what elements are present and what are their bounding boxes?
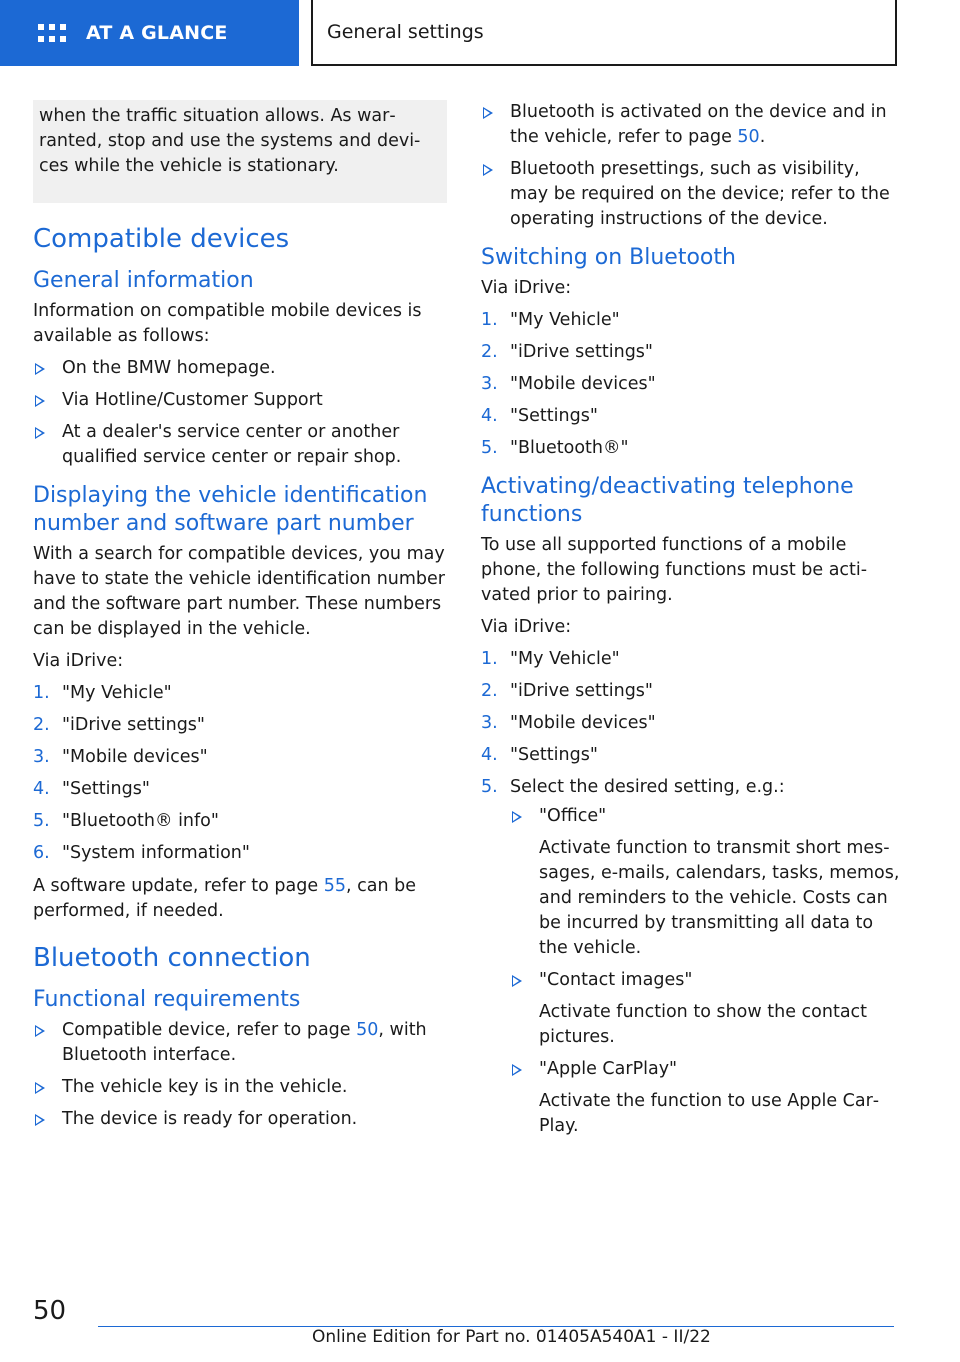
list-item-text: On the BMW homepage. [62,358,276,378]
triangle-bullet-icon [483,107,493,119]
step-item [481,679,901,704]
step-item [481,647,901,672]
triangle-bullet-icon [35,427,45,439]
general-intro: Information on compatible mobile devices is available as follows: [33,301,422,346]
step-item [33,745,447,770]
list-item [33,1075,447,1100]
right-column [481,100,901,1147]
heading-functional-requirements: Functional requirements [33,987,301,1012]
setting-options-list [510,804,901,1139]
switch-steps [481,308,901,461]
chapter-title: General settings [327,21,484,43]
list-item-text: Bluetooth presettings, such as visibility, may be required on the device; refer to the operating instructions of the device. [510,159,890,229]
list-item [33,1018,447,1068]
heading-general-information: General information [33,268,254,293]
list-item [481,100,901,150]
step-item [481,743,901,768]
note-text: when the traffic situation allows. As war‐ranted, stop and use the systems and devi‐ces while the vehicle is stationary. [39,106,421,176]
step-item [481,308,901,333]
list-item-text: Bluetooth is activated on the device and in the vehicle, refer to page [510,102,887,147]
list-item [481,157,901,232]
step-number: 4. [481,406,498,426]
step-item [481,775,901,1139]
functional-bullet-list [33,1018,447,1132]
page-link-50[interactable]: 50 [356,1020,379,1040]
section-tab-label: AT A GLANCE [86,22,228,44]
step-text: "Mobile devices" [510,713,656,733]
grid-menu-icon [38,21,66,45]
triangle-bullet-icon [483,164,493,176]
note-box [33,100,447,203]
step-item [481,711,901,736]
step-text: "My Vehicle" [510,649,620,669]
step-number: 2. [33,715,50,735]
list-item-text: At a dealer's service center or another qualified service center or repair shop. [62,422,402,467]
setting-option-desc: Activate the function to use Apple Car‐Play. [539,1091,880,1136]
step-item [33,809,447,834]
via-idrive-label: Via iDrive: [481,278,572,298]
step-number: 5. [33,811,50,831]
list-item-text: Compatible device, refer to page [62,1020,357,1040]
list-item-text: Via Hotline/Customer Support [62,390,323,410]
step-text: "iDrive settings" [510,342,653,362]
bluetooth-requirements-list [481,100,901,232]
heading-display-vin: Displaying the vehicle identification number and software part number [33,483,428,536]
heading-activating-telephone-functions: Activating/deactivating telephone functions [481,474,854,527]
footer-edition: Online Edition for Part no. 01405A540A1 - II/22 [312,1327,711,1347]
via-idrive-label: Via iDrive: [481,617,572,637]
setting-option [510,804,901,961]
triangle-bullet-icon [512,1064,522,1076]
triangle-bullet-icon [35,363,45,375]
step-item [33,681,447,706]
via-idrive-label: Via iDrive: [33,651,124,671]
general-bullet-list [33,356,447,470]
step-number: 3. [481,713,498,733]
setting-option-title: "Office" [539,806,607,826]
display-intro: With a search for compatible devices, you may have to state the vehicle identification number and the software part number. These numbers can be displayed in the vehicle. [33,544,446,639]
step-text: "Mobile devices" [510,374,656,394]
page-link-55[interactable]: 55 [323,876,346,896]
step-number: 5. [481,777,498,797]
update-text-pre: A software update, refer to page [33,876,324,896]
page-number: 50 [33,1296,67,1326]
step-item [33,841,447,866]
step-number: 2. [481,342,498,362]
step-text: "iDrive settings" [62,715,205,735]
step-item [481,436,901,461]
step-item [481,340,901,365]
setting-option-desc: Activate function to transmit short mes‐sages, e-mails, calendars, tasks, memos, and reminders to the vehicle. Costs can be incurred by transmitting all data to the vehicle. [539,838,900,958]
step-number: 1. [481,649,498,669]
activating-intro: To use all supported functions of a mobile phone, the following functions must be acti‐vated prior to pairing. [481,535,868,605]
step-number: 3. [481,374,498,394]
software-update-text [33,874,447,924]
step-item [481,404,901,429]
setting-option [510,1057,901,1139]
section-tab[interactable] [0,0,299,66]
setting-option-title: "Apple CarPlay" [539,1059,678,1079]
step-number: 2. [481,681,498,701]
page-link-50[interactable]: 50 [737,127,760,147]
heading-compatible-devices: Compatible devices [33,224,290,254]
list-item [33,388,447,413]
step-text: "Bluetooth®" [510,438,629,458]
triangle-bullet-icon [512,975,522,987]
setting-option-title: "Contact images" [539,970,693,990]
list-item-text: , with Bluetooth interface. [62,1020,427,1065]
activating-steps [481,647,901,1139]
setting-option [510,968,901,1050]
step-text: "My Vehicle" [510,310,620,330]
step-number: 4. [481,745,498,765]
step-item [481,372,901,397]
triangle-bullet-icon [512,811,522,823]
step-text: "Settings" [510,406,598,426]
step-number: 5. [481,438,498,458]
step-text: Select the desired setting, e.g.: [510,777,785,797]
list-item-text: The vehicle key is in the vehicle. [62,1077,348,1097]
list-item-text: The device is ready for operation. [62,1109,358,1129]
step-number: 3. [33,747,50,767]
step-number: 4. [33,779,50,799]
list-item [33,1107,447,1132]
heading-switching-on-bluetooth: Switching on Bluetooth [481,245,736,270]
step-text: "Mobile devices" [62,747,208,767]
step-text: "Bluetooth® info" [62,811,219,831]
triangle-bullet-icon [35,1082,45,1094]
step-text: "iDrive settings" [510,681,653,701]
list-item [33,356,447,381]
step-text: "Settings" [510,745,598,765]
step-item [33,777,447,802]
step-text: "Settings" [62,779,150,799]
display-steps [33,681,447,866]
step-item [33,713,447,738]
left-column [33,100,447,1140]
page-header [0,0,960,66]
heading-bluetooth-connection: Bluetooth connection [33,943,311,973]
list-item-text: . [759,127,766,147]
update-text-post: , can be performed, if needed. [33,876,416,921]
list-item [33,420,447,470]
triangle-bullet-icon [35,1025,45,1037]
setting-option-desc: Activate function to show the contact pictures. [539,1002,868,1047]
step-number: 1. [33,683,50,703]
step-number: 6. [33,843,50,863]
chapter-tab[interactable] [311,0,897,66]
step-text: "My Vehicle" [62,683,172,703]
triangle-bullet-icon [35,1114,45,1126]
step-text: "System information" [62,843,250,863]
step-number: 1. [481,310,498,330]
triangle-bullet-icon [35,395,45,407]
